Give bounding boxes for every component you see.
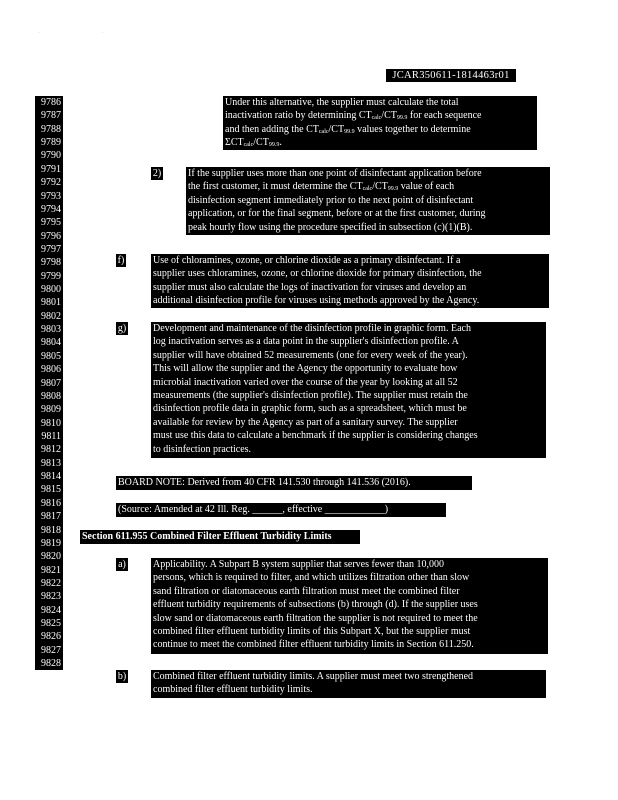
line-number: 9789 xyxy=(41,137,61,149)
line-number: 9809 xyxy=(41,404,61,416)
text-line: inactivation ratio by determining $CT_{calc}/CT_{99.9}$ for each sequence xyxy=(225,110,482,122)
line-number: 9802 xyxy=(41,310,61,322)
line-number: 9810 xyxy=(41,417,61,429)
line-number: 9827 xyxy=(41,644,61,656)
text-line: disinfection profile data in graphic form, such as a spreadsheet, which must be xyxy=(153,403,467,415)
line-number: 9828 xyxy=(41,658,61,670)
line-number: 9800 xyxy=(41,284,61,296)
line-number: 9792 xyxy=(41,177,61,189)
text-line: supplier will have obtained 52 measurements (one for every week of the year). xyxy=(153,349,468,361)
item-b-label: b) xyxy=(117,671,127,682)
line-number: 9787 xyxy=(41,110,61,122)
text-line: supplier must also calculate the logs of inactivation for viruses and develop an xyxy=(153,281,467,293)
section-title: Section 611.955 Combined Filter Effluent Turbidity Limits xyxy=(80,530,360,544)
text-line: disinfection segment immediately prior to the next point of disinfectant xyxy=(188,194,474,206)
line-number: 9793 xyxy=(41,190,61,202)
line-number: 9808 xyxy=(41,390,61,402)
line-number: 9824 xyxy=(41,604,61,616)
text-line: measurements (the supplier's disinfection profile). The supplier must retain the xyxy=(153,390,468,402)
text-line: This will allow the supplier and the Agency the opportunity to evaluate how xyxy=(153,363,458,375)
item-g-paragraph xyxy=(151,322,546,458)
text-line: sand filtration or diatomaceous earth filtration must meet the combined filter xyxy=(153,585,460,597)
item-f-paragraph xyxy=(151,254,549,308)
text-line: combined filter effluent turbidity limits of this Subpart X, but the supplier must xyxy=(153,626,471,638)
source-note: (Source: Amended at 42 Ill. Reg. ______, effective ____________) xyxy=(116,503,446,517)
line-number-gutter xyxy=(35,96,63,670)
line-number: 9811 xyxy=(41,430,61,442)
line-number: 9822 xyxy=(41,577,61,589)
line-number: 9821 xyxy=(41,564,61,576)
line-number: 9814 xyxy=(41,471,61,483)
item-g-label: g) xyxy=(117,323,127,334)
item-2-label: 2) xyxy=(152,168,162,179)
line-number: 9825 xyxy=(41,618,61,630)
text-line: slow sand or diatomaceous earth filtration the supplier is not required to meet the xyxy=(153,612,478,624)
line-number: 9795 xyxy=(41,217,61,229)
line-number: 9797 xyxy=(41,243,61,255)
text-line: and then adding the $CT_{calc}/CT_{99.9}$ values together to determine xyxy=(225,123,471,135)
text-line: the first customer, it must determine the $CT_{calc}/CT_{99.9}$ value of each xyxy=(188,181,455,193)
text-line: log inactivation serves as a data point in the supplier's disinfection profile. A xyxy=(153,336,459,348)
line-number: 9819 xyxy=(41,537,61,549)
text-line: effluent turbidity requirements of subsections (b) through (d). If the supplier uses xyxy=(153,599,478,611)
text-line: persons, which is required to filter, and which utilizes filtration other than slow xyxy=(153,572,470,584)
item-b-paragraph xyxy=(151,670,546,698)
line-number: 9823 xyxy=(41,591,61,603)
text-line: If the supplier uses more than one point of disinfectant application before xyxy=(188,168,482,179)
line-number: 9805 xyxy=(41,350,61,362)
text-line: peak hourly flow using the procedure specified in subsection (c)(1)(B). xyxy=(188,221,473,233)
scan-specks: · · xyxy=(38,30,134,36)
line-number: 9790 xyxy=(41,150,61,162)
line-number: 9799 xyxy=(41,270,61,282)
text-line: available for review by the Agency as part of a sanitary survey. The supplier xyxy=(153,416,458,428)
item-f-label: f) xyxy=(117,255,125,266)
line-number: 9816 xyxy=(41,497,61,509)
line-number: 9786 xyxy=(41,97,61,108)
line-number: 9818 xyxy=(41,524,61,536)
line-number: 9794 xyxy=(41,203,61,215)
text-line: additional disinfection profile for viruses using methods approved by the Agency. xyxy=(153,295,480,307)
item-2-paragraph xyxy=(186,167,550,235)
item-a-label: a) xyxy=(116,558,128,571)
text-line: Development and maintenance of the disinfection profile in graphic form. Each xyxy=(153,323,471,334)
text-line: $\Sigma CT_{calc}/CT_{99.9}$. xyxy=(225,137,282,149)
line-number: 9826 xyxy=(41,631,61,643)
text-line: must use this data to calculate a benchmark if the supplier is considering changes xyxy=(153,430,478,442)
text-line: continue to meet the combined filter effluent turbidity limits in Section 611.250. xyxy=(153,639,474,651)
text-line: Under this alternative, the supplier must calculate the total xyxy=(225,97,459,108)
text-line: Applicability. A Subpart B system supplier that serves fewer than 10,000 xyxy=(153,559,444,570)
line-number: 9796 xyxy=(41,230,61,242)
line-number: 9815 xyxy=(41,484,61,496)
text-line: microbial inactivation varied over the course of the year by looking at all 52 xyxy=(153,376,458,388)
document-id-header: JCAR350611-1814463r01 xyxy=(386,69,516,82)
text-line: to disinfection practices. xyxy=(153,443,252,455)
line-number: 9804 xyxy=(41,337,61,349)
text-line: Use of chloramines, ozone, or chlorine dioxide as a primary disinfectant. If a xyxy=(153,255,461,266)
line-number: 9807 xyxy=(41,377,61,389)
item-a-paragraph xyxy=(151,558,548,654)
text-line: application, or for the final segment, before or at the first customer, during xyxy=(188,208,486,220)
text-line: combined filter effluent turbidity limits. xyxy=(153,684,313,696)
line-number: 9817 xyxy=(41,511,61,523)
line-number: 9803 xyxy=(41,324,61,336)
text-line: supplier uses chloramines, ozone, or chlorine dioxide for primary disinfection, the xyxy=(153,268,482,280)
text-line: Combined filter effluent turbidity limits. A supplier must meet two strengthened xyxy=(153,671,474,682)
line-number: 9801 xyxy=(41,297,61,309)
line-number: 9788 xyxy=(41,123,61,135)
line-number: 9820 xyxy=(41,551,61,563)
line-number: 9806 xyxy=(41,364,61,376)
line-number: 9813 xyxy=(41,457,61,469)
line-number: 9812 xyxy=(41,444,61,456)
line-number: 9791 xyxy=(41,163,61,175)
board-note: BOARD NOTE: Derived from 40 CFR 141.530 through 141.536 (2016). xyxy=(116,476,472,490)
alternative-paragraph xyxy=(223,96,537,150)
line-number: 9798 xyxy=(41,257,61,269)
